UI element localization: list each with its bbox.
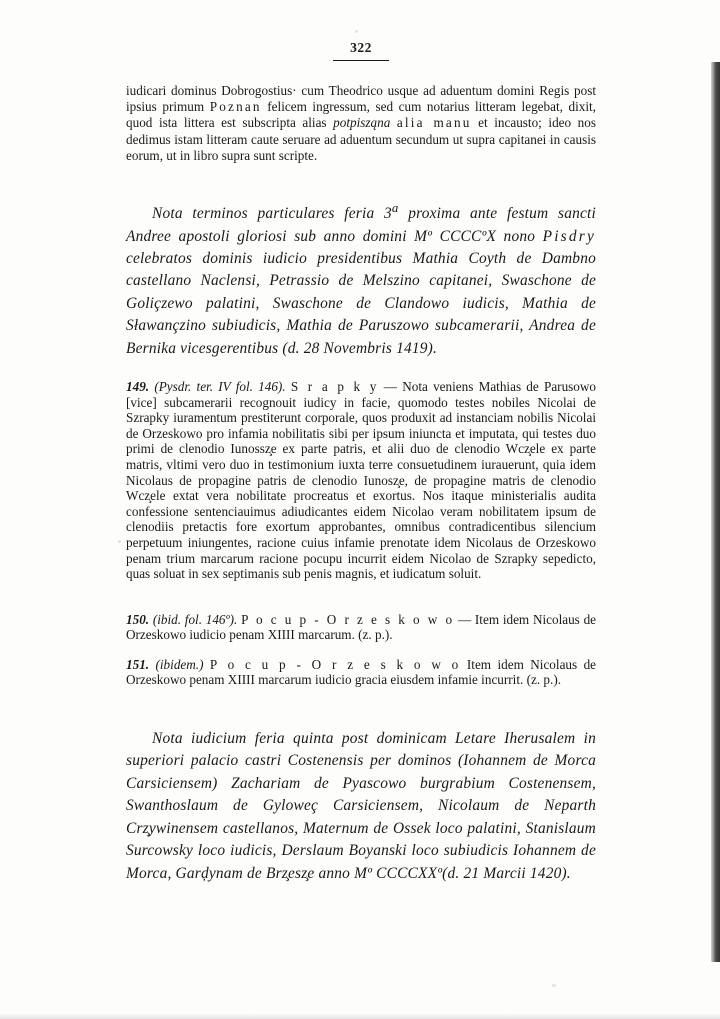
entry-number: 150.: [126, 611, 150, 627]
folio-rule: [333, 60, 389, 61]
scan-edge-bottom: [0, 1013, 720, 1019]
entry-150: [126, 612, 596, 643]
entry-reference: (Pysdr. ter. IV fol. 146).: [154, 378, 286, 394]
entry-body: — Nota veniens Mathias de Parusowo [vice] subcamerarii recognouit iudicy in facie, quomodo testes nobiles Nicolai de Szrapky iuramentum prestiterunt corporale, quos produxit ad instanciam nobilis Nicolai de Orzeskowo pro infamia nobilitatis sibi per ipsum iniuncta et imputata, qui testes duo primi de clenodio Iunossz̧e ex parte patris, et alii duo de clenodio Wcz̧ele ex parte matris, vltimi vero duo in testimonium iuxta terre consuetudinem iurauerunt, quia idem Nicolaus de propagine patris de clenodio Iunosz̧e, de propagine matris de clenodio Wcz̧ele extat vera nobilitate procreatus et exortus. Nos itaque ministerialis audita confessione sentenciauimus adiudicantes eidem Nicolao veram nobilitatem ipsum de clenodiis pretactis fore exortum approbantes, omnibus contradicentibus silencium perpetuum iniungentes, racione cuius infamie prenotate idem Nicolaus de Orzeskowo penam trium marcarum racione pocupu incurrit eidem Nicolao de Szrapky sepedicto, quas soluat in sex septimanis sub penis magnis, et iudicatum soluit.: [126, 378, 597, 582]
nota-1-text: Nota terminos particulares feria 3$^a$ proxima ante festum sancti Andree apostoli gloriosi sub anno domini Mº CCCCºX nono Pisdry celebratos dominis iudicio presidentibus Mathia Coyth de Dambno castellano Naclensi, Petrassio de Melszino capitanei, Swaschone de Goliçzewo palatini, Swaschone de Clandowo iudicis, Mathia de Sławançzino subiudicis, Mathia de Paruszowo subcamerarii, Andrea de Bernika vicesgerentibus (d. 28 Novembris 1419).: [126, 201, 596, 357]
scan-speck: [552, 984, 556, 987]
entry-number: 151.: [126, 656, 150, 672]
scan-speck: [118, 540, 121, 543]
nota-block-1: [126, 197, 596, 360]
entry-reference: (ibid. fol. 146º).: [152, 611, 238, 627]
latin-term: potpisząna: [333, 115, 391, 131]
entry-151: [126, 657, 596, 688]
phrase-alia-manu: alia manu: [396, 115, 472, 131]
entry-body: — Item idem Nicolaus de Orzeskowo iudicio penam XIIII marcarum. (z. p.).: [126, 611, 597, 643]
spacer: [126, 596, 596, 612]
entry-reference: (ibidem.): [155, 656, 204, 672]
page-content: [126, 40, 596, 904]
spacer: [126, 702, 596, 728]
nota-2-text: Nota iudicium feria quinta post dominicam Letare Iherusalem in superiori palacio castri Costenensis per dominos (Iohannem de Morca Carsiciensem) Zachariam de Pyascowo burgrabium Costenensem, Swanthoslaum de Gyloweç Carsiciensem, Nicolaum de Neparth Crz̧ywinensem castellanos, Maternum de Ossek loco palatini, Stanislaum Surcowsky loco iudicis, Derslaum Boyanski loco subiudicis Iohannem de Morca, Garḑynam de Brz̧esz̧e anno Mº CCCCXXº(d. 21 Marcii 1420).: [126, 730, 596, 882]
entry-headword: P o c u p - O r z e s k o w o: [241, 611, 455, 627]
scan-speck: [355, 30, 358, 33]
entry-headword: P o c u p - O r z e s k o w o: [209, 656, 461, 672]
nota-block-2: [126, 728, 596, 885]
entry-headword: S r a p k y: [290, 378, 379, 394]
entry-number: 149.: [126, 378, 150, 394]
scan-edge-right: [711, 62, 720, 962]
entry-body: Item idem Nicolaus de Orzeskowo penam XIIII marcarum iudicio gracia eiusdem infamie incurrit. (z. p.).: [126, 656, 597, 688]
placename-poznan: Poznan: [209, 99, 262, 115]
folio-number: 322: [350, 40, 372, 55]
spacer: [126, 181, 596, 197]
placename-pisdry: Pisdry: [542, 227, 596, 245]
opening-paragraph: iudicari dominus Dobrogostius· cum Theodrico usque ad aduentum domini Regis post ipsius primum Poznan felicem ingressum, sed cum notarius litteram legebat, dixit, quod ista littera est subscripta alias potpisząna alia manu et incausto; ideo nos dedimus istam litteram caute seruare ad aduentum secundum ut supra capitanei in causis eorum, ut in libro supra sunt scripte.: [126, 83, 597, 163]
entry-149: [126, 379, 596, 582]
